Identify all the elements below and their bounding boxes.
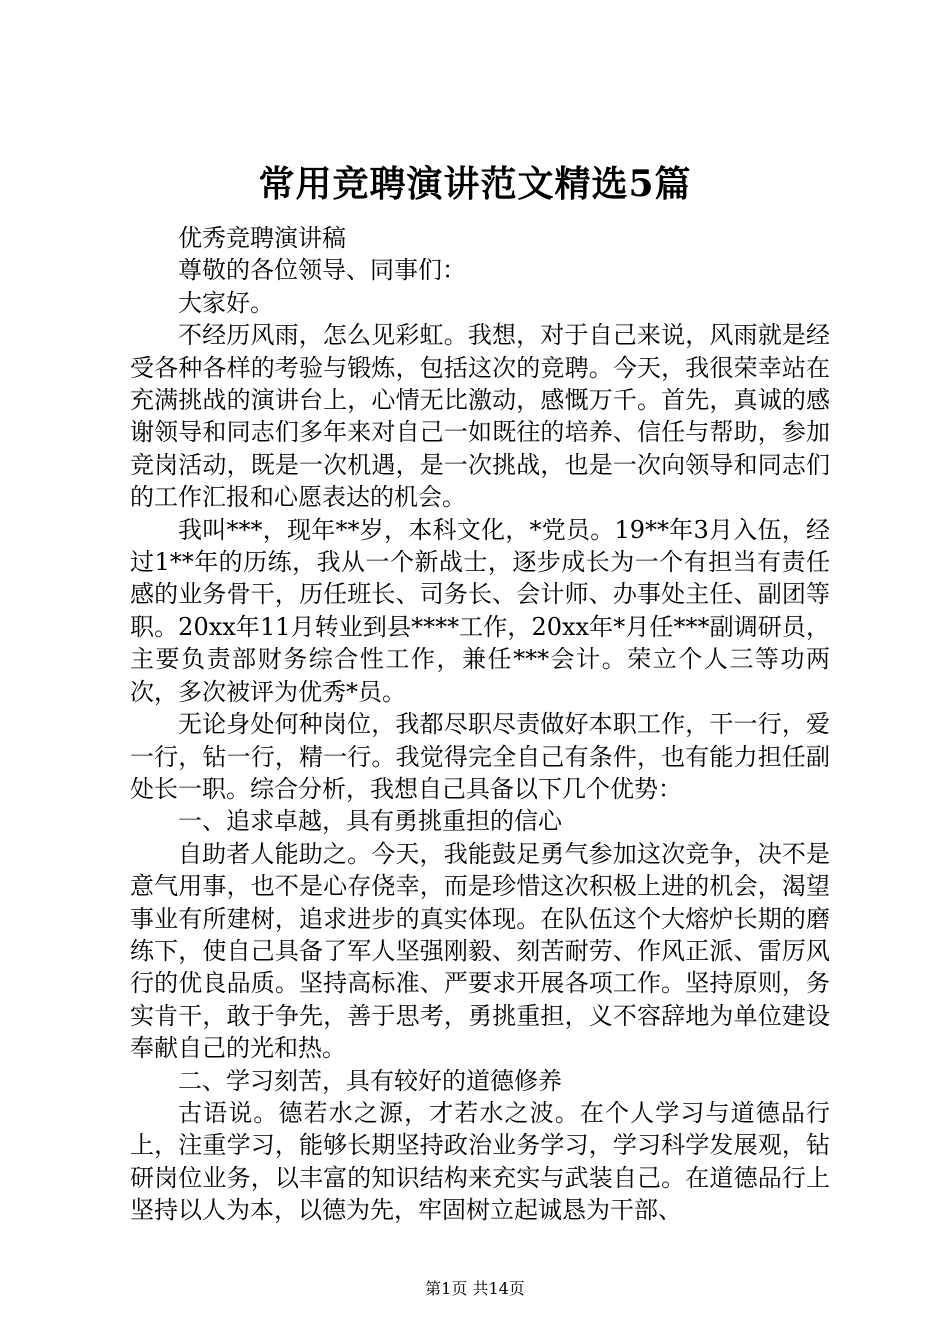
section-heading-2: 二、学习刻苦，具有较好的道德修养 — [178, 1066, 562, 1095]
paragraph-section-2: 古语说。德若水之源，才若水之波。在个人学习与道德品行上，注重学习，能够长期坚持政治业务学习，学习科学发展观，钻研岗位业务，以丰富的知识结构来充实与武装自己。在道德品行上坚持以人为本，以德为先，牢固树立起诚恳为干部、 — [130, 1098, 830, 1225]
paragraph-section-1: 自助者人能助之。今天，我能鼓足勇气参加这次竞争，决不是意气用事，也不是心存侥幸，而是珍惜这次积极上进的机会，渴望事业有所建树，追求进步的真实体现。在队伍这个大熔炉长期的磨练下，使自己具备了军人坚强刚毅、刻苦耐劳、作风正派、雷厉风行的优良品质。坚持高标准、严要求开展各项工作。坚持原则，务实肯干，敢于争先，善于思考，勇挑重担，义不容辞地为单位建设奉献自己的光和热。 — [130, 839, 830, 1063]
paragraph-advantages-lead: 无论身处何种岗位，我都尽职尽责做好本职工作，干一行，爱一行，钻一行，精一行。我觉得完全自己有条件，也有能力担任副处长一职。综合分析，我想自己具备以下几个优势： — [130, 710, 830, 803]
page-footer: 第1页 共14页 — [425, 1279, 525, 1298]
paragraph-salutation: 尊敬的各位领导、同事们： — [178, 256, 466, 285]
section-heading-1: 一、追求卓越，具有勇挑重担的信心 — [178, 807, 562, 836]
paragraph-self-introduction: 我叫***，现年**岁，本科文化，*党员。19**年3月入伍，经过1**年的历练，我从一个新战士，逐步成长为一个有担当有责任感的业务骨干，历任班长、司务长、会计师、办事处主任、副团等职。20xx年11月转业到县****工作，20xx年*月任***副调研员，主要负责部财务综合性工作，兼任***会计。荣立个人三等功两次，多次被评为优秀*员。 — [130, 515, 830, 706]
document-title: 常用竞聘演讲范文精选5篇 — [258, 163, 692, 205]
paragraph-subtitle: 优秀竞聘演讲稿 — [178, 224, 346, 252]
document-body — [130, 222, 830, 1227]
paragraph-greeting: 大家好。 — [178, 288, 274, 317]
paragraph-intro: 不经历风雨，怎么见彩虹。我想，对于自己来说，风雨就是经受各种各样的考验与锻炼，包括这次的竞聘。今天，我很荣幸站在充满挑战的演讲台上，心情无比激动，感慨万千。首先，真诚的感谢领导和同志们多年来对自己一如既往的培养、信任与帮助，参加竞岗活动，既是一次机遇，是一次挑战，也是一次向领导和同志们的工作汇报和心愿表达的机会。 — [130, 321, 830, 512]
